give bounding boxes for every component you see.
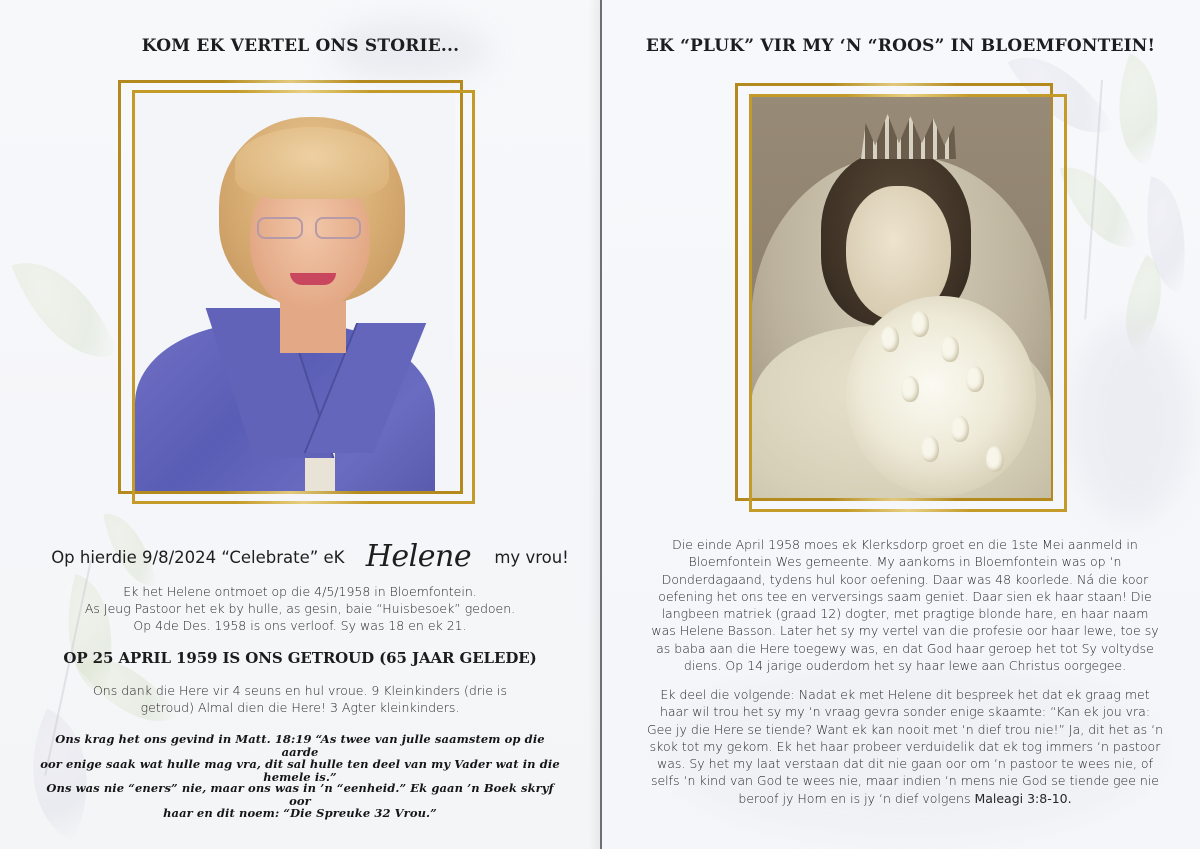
right-page xyxy=(601,0,1200,849)
celebrate-text: Op hierdie 9/8/2024 “Celebrate” eK xyxy=(51,548,345,567)
wedding-date-heading: OP 25 APRIL 1959 IS ONS GETROUD (65 JAAR GELEDE) xyxy=(63,649,537,667)
text-line: oefening het ons tee en verversings saam geniet. Daar sien ek haar staan! Die xyxy=(658,588,1152,604)
text-line: selfs ‘n kind van God te wees nie, maar indien ‘n mens nie God se tiende gee nie xyxy=(650,773,1159,789)
text-line: Bloemfontein Wes gemeente. My aankoms in Bloemfontein was op ‘n xyxy=(688,554,1122,570)
text-line-last xyxy=(640,790,1170,807)
text-line: Die einde April 1958 moes ek Klerksdorp groet en die 1ste Mei aanmeld in xyxy=(672,537,1138,552)
text-line: Donderdagaand, tydens hul koor oefening. Daar was 48 koorlede. Ná die koor xyxy=(661,571,1149,587)
scripture-reference: Maleagi 3:8-10. xyxy=(974,790,1072,806)
text-line: diens. Op 14 jarige ouderdom het sy haar lewe aan Christus oorgegee. xyxy=(683,658,1127,674)
text-line: getroud) Almal dien die Here! 3 Agter kleinkinders. xyxy=(140,700,460,715)
celebrate-text-end: my vrou! xyxy=(494,548,569,567)
text-line: As Jeug Pastoor het ek by hulle, as gesin, baie “Huisbesoek” gedoen. xyxy=(84,601,516,616)
text-line: oor enige saak wat hulle mag vra, dit sal hulle ten deel van my Vader wat in die xyxy=(40,757,560,771)
text-line: Ek het Helene ontmoet op die 4/5/1958 in Bloemfontein. xyxy=(123,584,477,599)
watercolor-blot xyxy=(1071,320,1191,520)
text-line: Ons was nie “eners” nie, maar ons was in ’n “eenheid.” Ek gaan ’n Boek skryf oor xyxy=(46,781,554,808)
text-line: Ons dank die Here vir 4 seuns en hul vroue. 9 Kleinkinders (drie is xyxy=(92,683,508,698)
leaf-decoration xyxy=(1096,54,1182,167)
page-heading: EK “PLUK” VIR MY ‘N “ROOS” IN BLOEMFONTEIN! xyxy=(645,36,1156,56)
leaf-decoration xyxy=(12,242,119,379)
text-line: haar en dit noem: “Die Spreuke 32 Vrou.” xyxy=(163,806,437,820)
text-line: haar wil trou het sy my ‘n vraag gevra sonder enige skaamte: “Kan ek jou vra: xyxy=(659,704,1151,720)
text-line: Ek deel die volgende: Nadat ek met Helene dit bespreek het dat ek graag met xyxy=(660,687,1150,702)
text-fragment: beroof jy Hom en is jy ‘n dief volgens xyxy=(738,790,971,806)
text-line: as baba aan die Here toegewy was, en dat God haar geroep het tot Sy voltydse xyxy=(656,640,1154,656)
text-line: Ons krag het ons gevind in Matt. 18:19 “As twee van julle saamstem op die aarde xyxy=(55,732,545,759)
gold-frame-inner xyxy=(132,90,475,504)
scripture-quote xyxy=(35,733,565,783)
text-line: was Helene Basson. Later het sy my vertel van die profesie oor haar lewe, toe sy xyxy=(651,623,1159,639)
gold-frame-inner xyxy=(749,94,1067,512)
text-line: skok tot my gekom. Ek het haar probeer verduidelik dat ek tog immers ‘n pastoor xyxy=(649,738,1161,754)
family-paragraph xyxy=(60,682,540,716)
story-paragraph-2 xyxy=(640,686,1170,807)
booklet-spine xyxy=(600,0,602,849)
text-line: was. Sy het my laat verstaan dat dit nie gaan oor om ‘n pastoor te wees nie, of xyxy=(657,756,1153,772)
signature-helene: Helene xyxy=(365,539,472,574)
text-line: langbeen matriek (graad 12) dogter, met pragtige blonde hare, en haar naam xyxy=(661,606,1149,622)
text-line: Op 4de Des. 1958 is ons verloof. Sy was 18 en ek 21. xyxy=(133,618,467,633)
leaf-decoration xyxy=(1060,155,1138,261)
story-paragraph-1 xyxy=(645,536,1165,674)
spine-shadow xyxy=(588,0,600,849)
text-line: Gee jy die Here se tiende? Want ek kan nooit met ‘n dief trou nie!” Ja, dit het as ‘n xyxy=(646,721,1164,737)
closing-quote xyxy=(35,782,565,820)
text-line: hemele is.” xyxy=(263,769,337,784)
celebrate-line xyxy=(30,536,590,574)
intro-paragraph xyxy=(40,583,560,634)
page-heading: KOM EK VERTEL ONS STORIE... xyxy=(141,36,460,56)
